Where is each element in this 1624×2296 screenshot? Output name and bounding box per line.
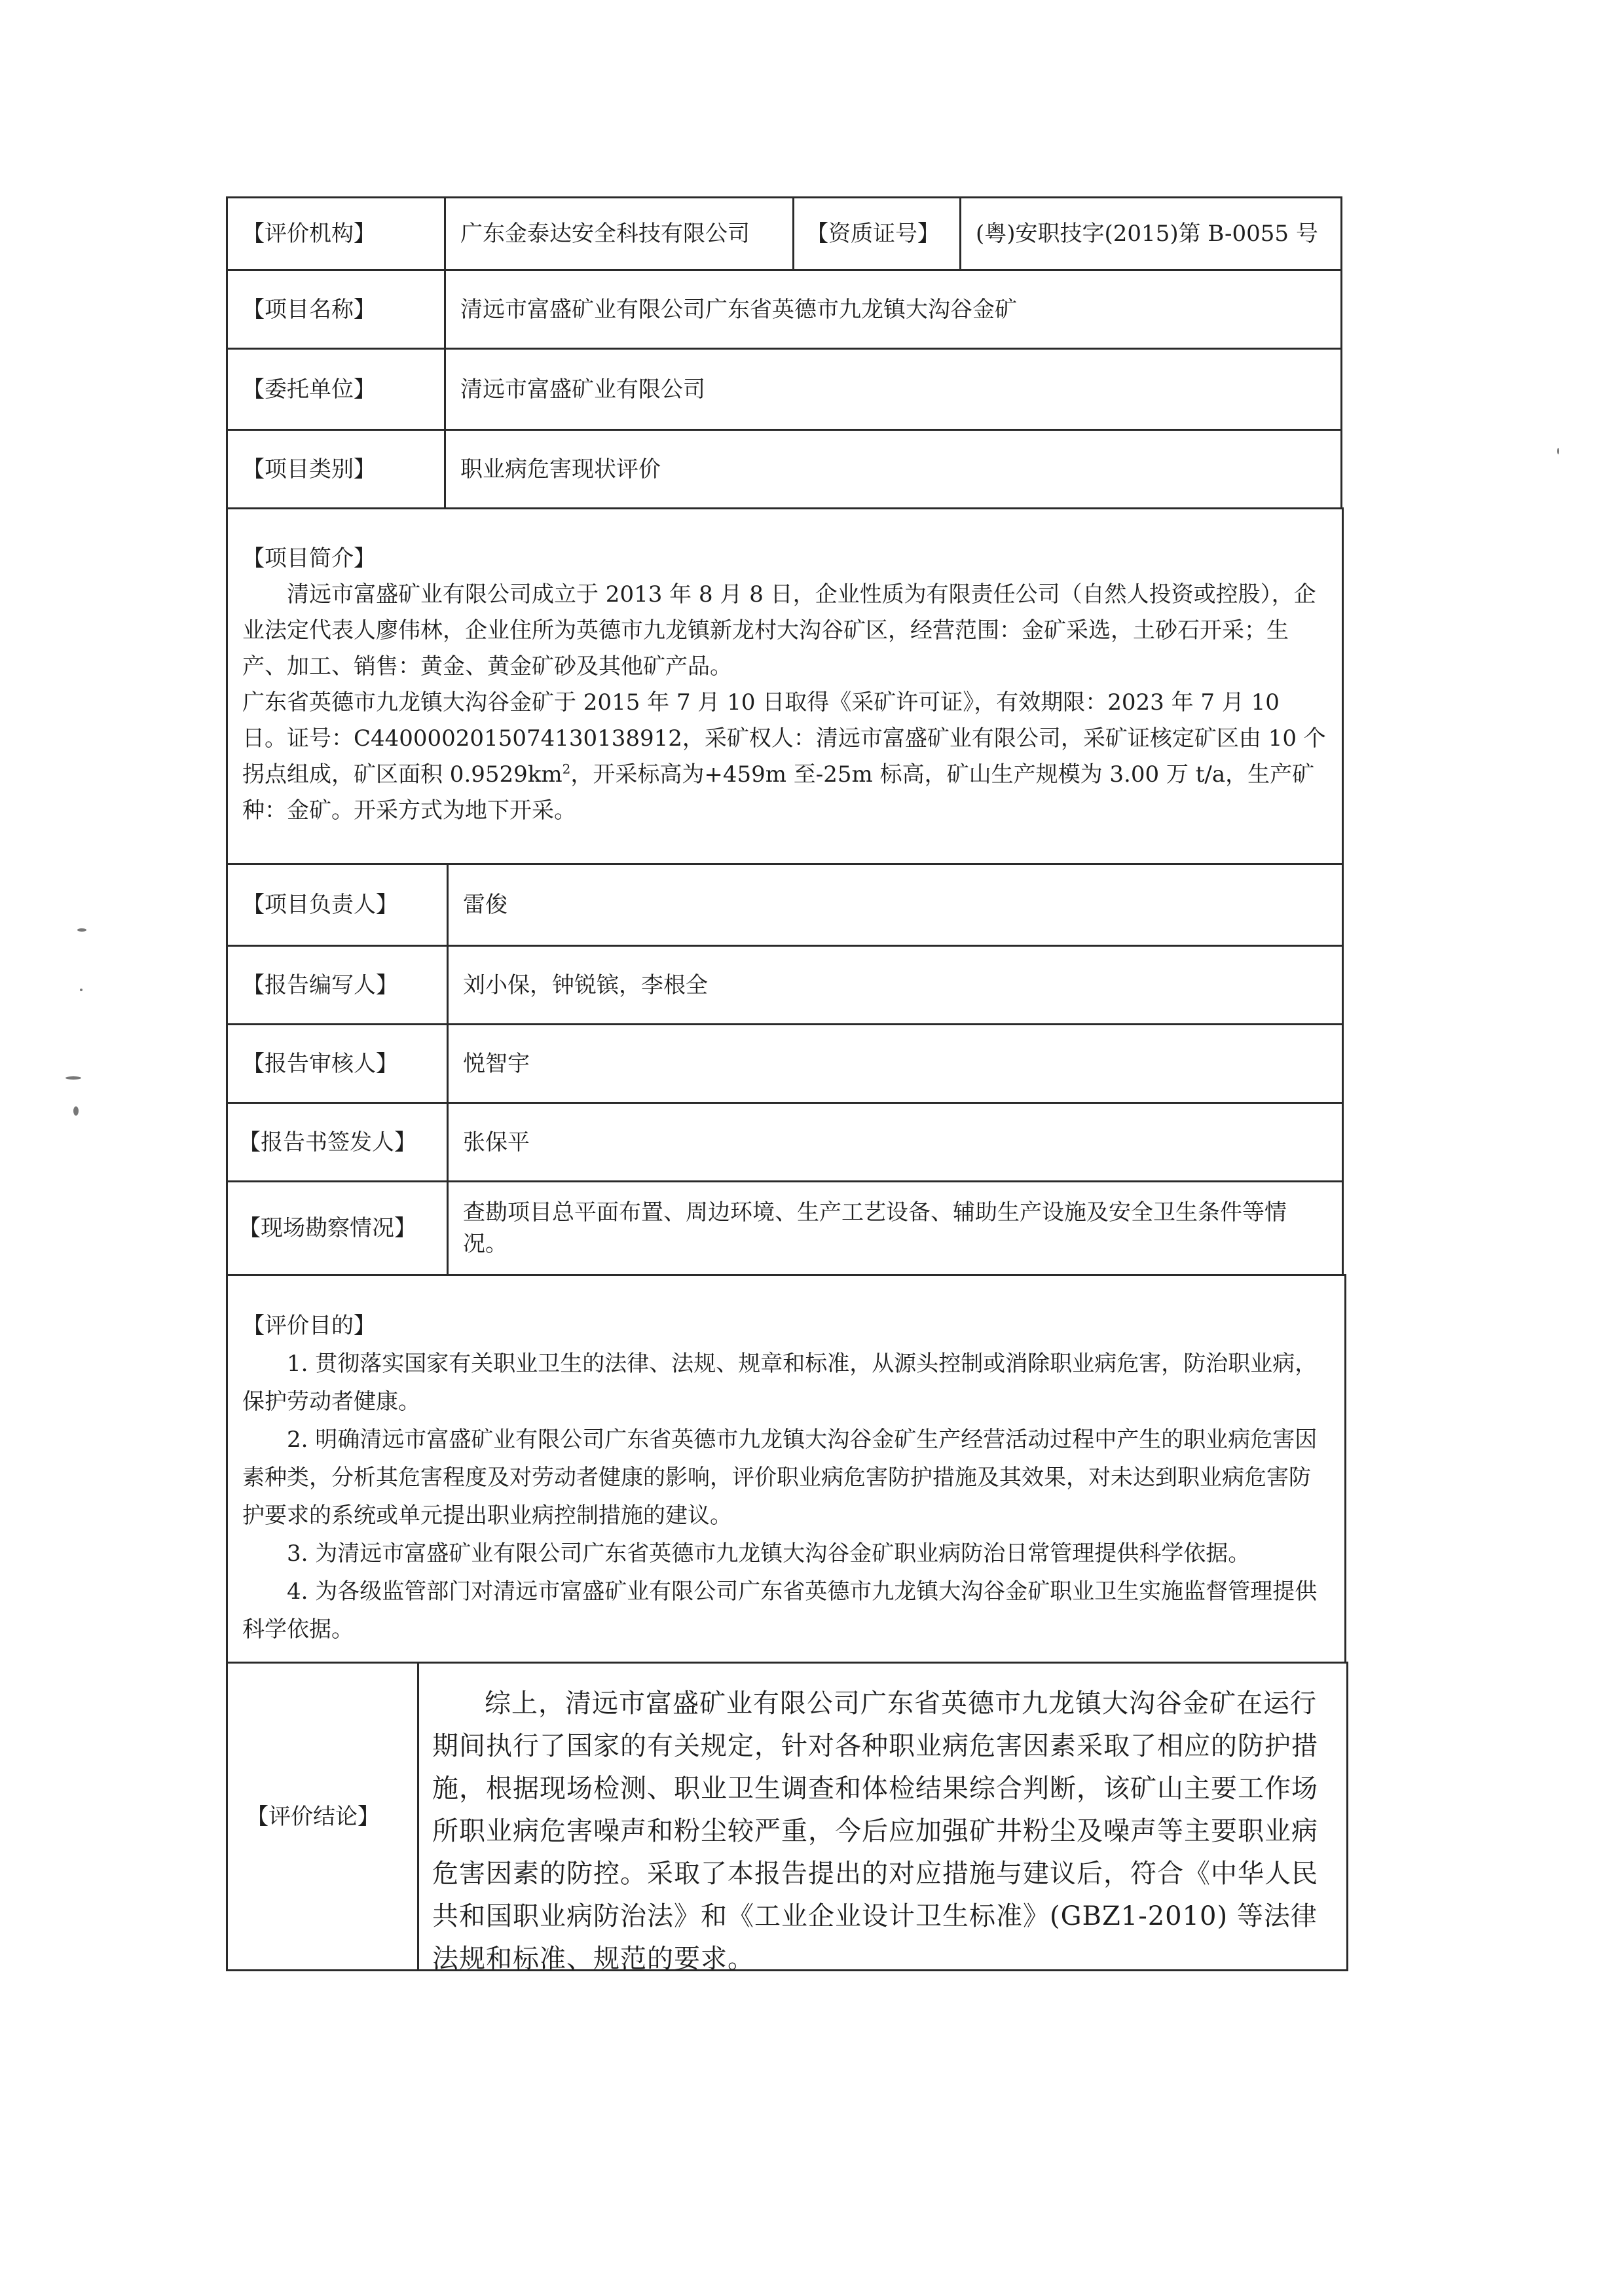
evaluation-purpose-item: 2. 明确清远市富盛矿业有限公司广东省英德市九龙镇大沟谷金矿生产经营活动过程中产生的职业病危害因素种类，分析其危害程度及对劳动者健康的影响，评价职业病危害防护措施及其效果，对未达到职业病危害防护要求的系统或单元提出职业病控制措施的建议。 (242, 1427, 1318, 1529)
evaluation-purpose-item: 1. 贯彻落实国家有关职业卫生的法律、法规、规章和标准，从源头控制或消除职业病危害，防治职业病，保护劳动者健康。 (242, 1351, 1318, 1415)
site-survey-value: 查勘项目总平面布置、周边环境、生产工艺设备、辅助生产设施及安全卫生条件等情况。 (463, 1199, 1287, 1257)
certificate-label: 【资质证号】 (806, 221, 940, 247)
row-divider (226, 1274, 1345, 1276)
agency-label: 【评价机构】 (242, 221, 376, 247)
area-unit-superscript: 2 (562, 761, 571, 777)
evaluation-conclusion-value: 综上，清远市富盛矿业有限公司广东省英德市九龙镇大沟谷金矿在运行期间执行了国家的有关规定，针对各种职业病危害因素采取了相应的防护措施，根据现场检测、职业卫生调查和体检结果综合判断，该矿山主要工作场所职业病危害噪声和粉尘较严重，今后应加强矿井粉尘及噪声等主要职业病危害因素的防控。采取了本报告提出的对应措施与建议后，符合《中华人民共和国职业病防治法》和《工业企业设计卫生标准》(GBZ1-2010) 等法律法规和标准、规范的要求。 (432, 1688, 1318, 1974)
evaluation-purpose-block (242, 1307, 1333, 1654)
evaluation-purpose-item: 3. 为清远市富盛矿业有限公司广东省英德市九龙镇大沟谷金矿职业病防治日常管理提供科学依据。 (287, 1540, 1251, 1567)
scan-speck (77, 928, 86, 932)
report-signer-value: 张保平 (463, 1129, 530, 1156)
report-writers-value: 刘小保，钟锐镔，李根全 (463, 972, 708, 998)
scan-speck (1557, 448, 1559, 454)
table-border-right (1346, 1662, 1348, 1971)
evaluation-conclusion-label: 【评价结论】 (246, 1803, 380, 1830)
project-name-value: 清远市富盛矿业有限公司广东省英德市九龙镇大沟谷金矿 (460, 296, 1017, 323)
project-name-label: 【项目名称】 (242, 296, 376, 323)
evaluation-purpose-title: 【评价目的】 (242, 1313, 376, 1339)
project-intro-title: 【项目简介】 (242, 545, 376, 572)
report-reviewer-label: 【报告审核人】 (242, 1050, 398, 1077)
client-value: 清远市富盛矿业有限公司 (460, 376, 705, 403)
scan-speck (73, 1106, 79, 1116)
report-reviewer-value: 悦智宇 (463, 1050, 530, 1077)
client-label: 【委托单位】 (242, 376, 376, 403)
project-intro-paragraph-2-text: 广东省英德市九龙镇大沟谷金矿于 2015 年 7 月 10 日取得《采矿许可证》，有效期限：2023 年 7 月 10 日。证号：C4400002015074130138912，采矿权人：清远市富盛矿业有限公司，采矿证核定矿区由 10 个拐点组成，矿区面积 0.9529km (242, 689, 1326, 788)
agency-value: 广东金泰达安全科技有限公司 (460, 221, 750, 247)
scan-speck (65, 1076, 81, 1080)
project-leader-value: 雷俊 (463, 892, 507, 918)
project-intro-paragraph-2-text-cont: ，开采标高为+459m 至-25m 标高，矿山生产规模为 3.00 万 t/a，生产矿种：金矿。开采方式为地下开采。 (242, 761, 1315, 824)
category-value: 职业病危害现状评价 (460, 456, 661, 483)
project-intro-paragraph-2 (242, 685, 1329, 829)
category-label: 【项目类别】 (242, 456, 376, 483)
project-intro-paragraph-1: 清远市富盛矿业有限公司成立于 2013 年 8 月 8 日，企业性质为有限责任公司（自然人投资或控股），企业法定代表人廖伟林，企业住所为英德市九龙镇新龙村大沟谷矿区，经营范围：金矿采选，土砂石开采；生产、加工、销售：黄金、黄金矿砂及其他矿产品。 (242, 581, 1316, 680)
report-writers-label: 【报告编写人】 (242, 972, 398, 998)
project-intro-block (242, 541, 1329, 855)
scan-speck (80, 989, 83, 991)
report-signer-label: 【报告书签发人】 (238, 1129, 416, 1156)
row-divider (226, 507, 1342, 509)
table-border-right (1340, 196, 1342, 509)
evaluation-purpose-item: 4. 为各级监管部门对清远市富盛矿业有限公司广东省英德市九龙镇大沟谷金矿职业卫生实施监督管理提供科学依据。 (242, 1578, 1318, 1643)
site-survey-label: 【现场勘察情况】 (238, 1215, 416, 1241)
table-border-right (1342, 507, 1344, 1274)
table-border-bottom (226, 1969, 1348, 1971)
table-border-right (1344, 1274, 1346, 1662)
certificate-value: (粤)安职技字(2015)第 B-0055 号 (976, 221, 1318, 247)
project-leader-label: 【项目负责人】 (242, 892, 398, 918)
